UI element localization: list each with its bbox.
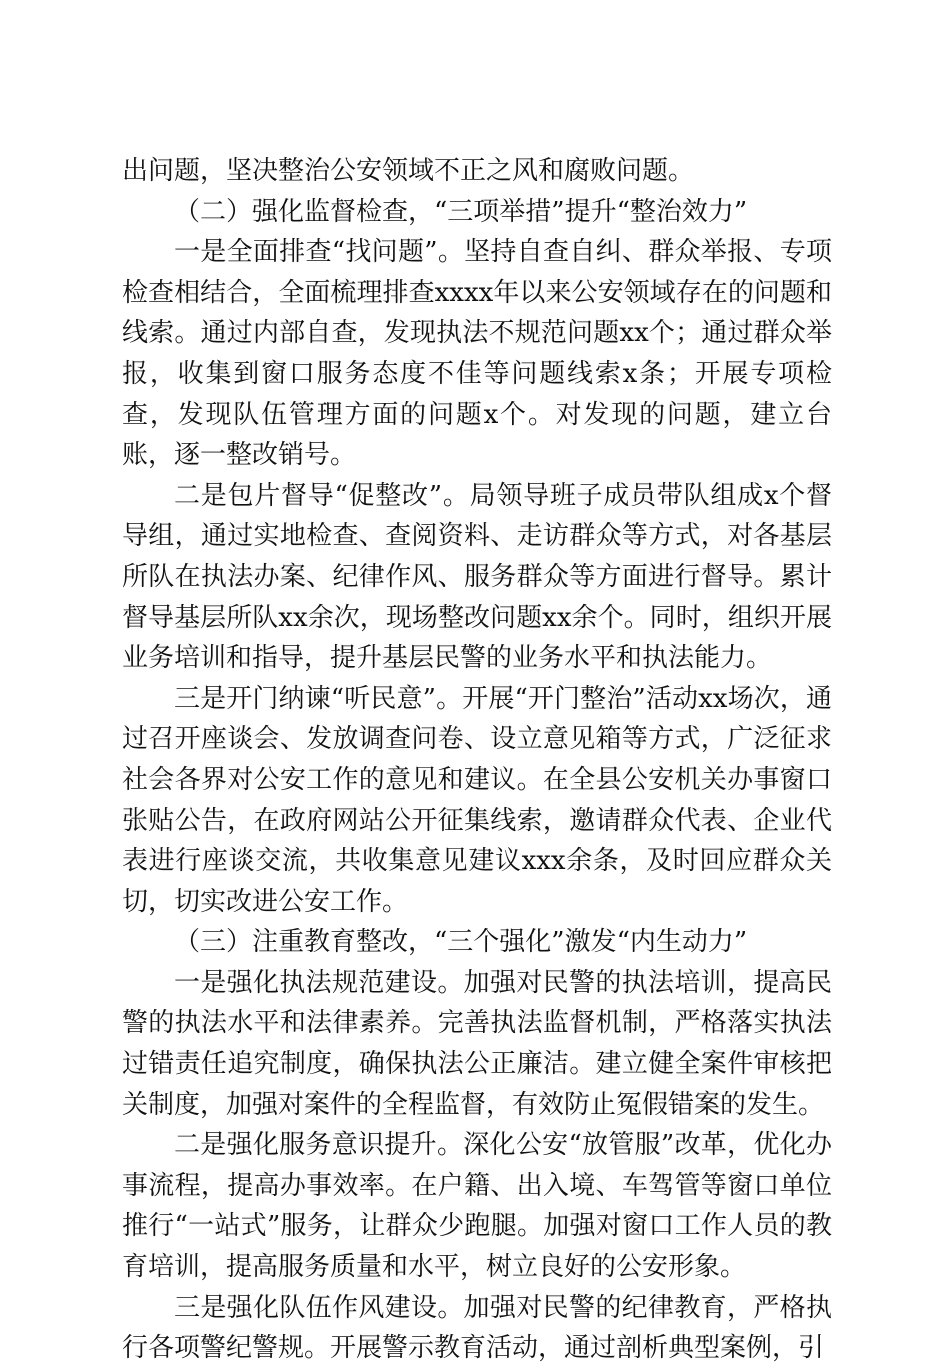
document-body — [122, 151, 832, 1369]
paragraph: 一是全面排查“找问题”。坚持自查自纠、群众举报、专项检查相结合，全面梳理排查xxxx年以来公安领域存在的问题和线索。通过内部自查，发现执法不规范问题xx个；通过群众举报，收集到窗口服务态度不佳等问题线索x条；开展专项检查，发现队伍管理方面的问题x个。对发现的问题，建立台账，逐一整改销号。 — [122, 237, 832, 471]
paragraph-continuation: 出问题，坚决整治公安领域不正之风和腐败问题。 — [122, 156, 695, 186]
paragraph: 一是强化执法规范建设。加强对民警的执法培训，提高民警的执法水平和法律素养。完善执法监督机制，严格落实执法过错责任追究制度，确保执法公正廉洁。建立健全案件审核把关制度，加强对案件的全程监督，有效防止冤假错案的发生。 — [122, 967, 832, 1120]
paragraph: 二是强化服务意识提升。深化公安“放管服”改革，优化办事流程，提高办事效率。在户籍、出入境、车驾管等窗口单位推行“一站式”服务，让群众少跑腿。加强对窗口工作人员的教育培训，提高服务质量和水平，树立良好的公安形象。 — [122, 1130, 832, 1283]
paragraph: 二是包片督导“促整改”。局领导班子成员带队组成x个督导组，通过实地检查、查阅资料、走访群众等方式，对各基层所队在执法办案、纪律作风、服务群众等方面进行督导。累计督导基层所队xx余次，现场整改问题xx余个。同时，组织开展业务培训和指导，提升基层民警的业务水平和执法能力。 — [122, 480, 832, 674]
paragraph: 三是开门纳谏“听民意”。开展“开门整治”活动xx场次，通过召开座谈会、发放调查问卷、设立意见箱等方式，广泛征求社会各界对公安工作的意见和建议。在全县公安机关办事窗口张贴公告，在政府网站公开征集线索，邀请群众代表、企业代表进行座谈交流，共收集意见建议xxx余条，及时回应群众关切，切实改进公安工作。 — [122, 683, 832, 917]
section-heading-3: （三）注重教育整改，“三个强化”激发“内生动力” — [174, 927, 748, 958]
paragraph: 三是强化队伍作风建设。加强对民警的纪律教育，严格执行各项警纪警规。开展警示教育活动，通过剖析典型案例，引 — [122, 1292, 832, 1364]
section-heading-2: （二）强化监督检查，“三项举措”提升“整治效力” — [174, 196, 748, 227]
